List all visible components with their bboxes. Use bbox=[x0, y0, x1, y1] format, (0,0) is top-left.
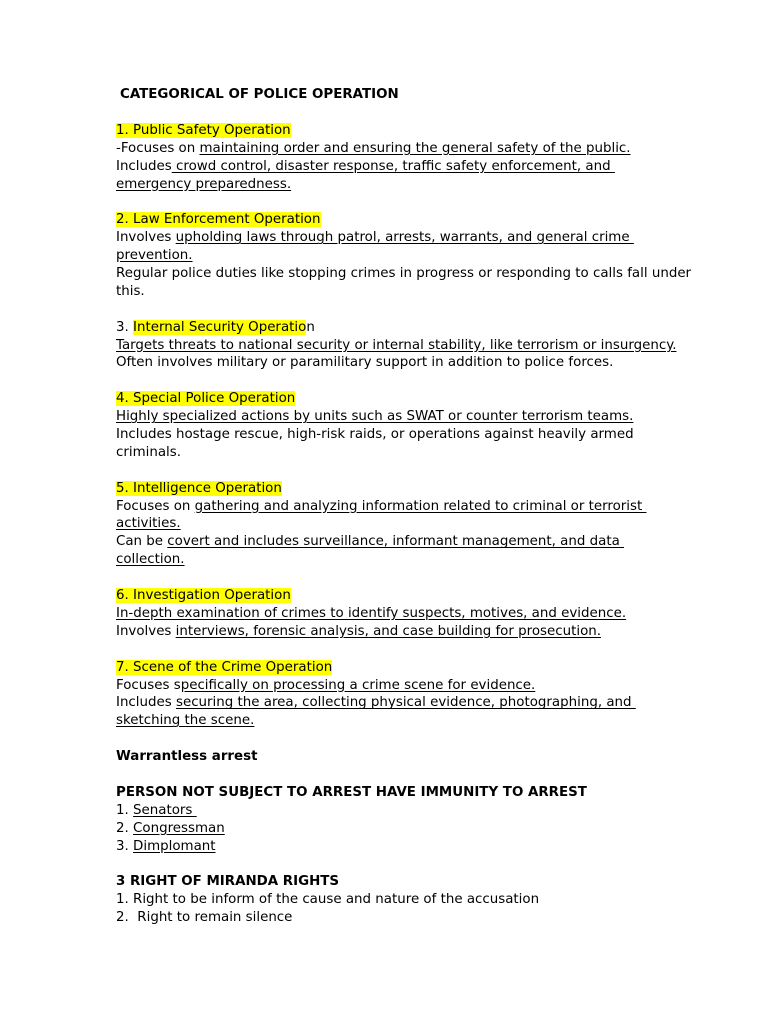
body-line: Regular police duties like stopping crimes in progress or responding to calls fall under bbox=[116, 266, 692, 282]
operation-heading: 6. Investigation Operation bbox=[116, 588, 291, 604]
body-line: criminals. bbox=[116, 444, 181, 460]
body-line: Highly specialized actions by units such as SWAT or counter terrorism teams. bbox=[116, 409, 634, 425]
operation-section bbox=[116, 122, 661, 194]
warrantless-heading: Warrantless arrest bbox=[116, 749, 258, 765]
list-item: 2. Congressman bbox=[116, 820, 225, 836]
operation-heading: 2. Law Enforcement Operation bbox=[116, 212, 321, 228]
operation-heading: 4. Special Police Operation bbox=[116, 391, 296, 407]
body-line: Includes hostage rescue, high-risk raids, or operations against heavily armed bbox=[116, 427, 634, 443]
body-line: activities. bbox=[116, 516, 181, 532]
list-item: 3. Dimplomant bbox=[116, 838, 216, 854]
body-line: Can be covert and includes surveillance, informant management, and data bbox=[116, 534, 625, 550]
body-line: collection. bbox=[116, 552, 185, 568]
body-line: Includes securing the area, collecting physical evidence, photographing, and bbox=[116, 695, 636, 711]
operation-heading: 1. Public Safety Operation bbox=[116, 122, 291, 138]
list-item: 2. Right to remain silence bbox=[116, 910, 293, 926]
body-line: -Focuses on maintaining order and ensuring the general safety of the public. bbox=[116, 140, 631, 156]
operation-section bbox=[116, 659, 661, 731]
miranda-heading: 3 RIGHT OF MIRANDA RIGHTS bbox=[116, 874, 340, 890]
document-page bbox=[116, 86, 692, 927]
body-line: prevention. bbox=[116, 248, 193, 264]
immunity-section bbox=[116, 784, 661, 856]
document-title: CATEGORICAL OF POLICE OPERATION bbox=[120, 87, 399, 102]
body-line: Focuses on gathering and analyzing information related to criminal or terrorist bbox=[116, 498, 647, 514]
operation-section bbox=[116, 480, 661, 569]
body-line: emergency preparedness. bbox=[116, 176, 292, 192]
body-line: this. bbox=[116, 283, 145, 299]
operation-section bbox=[116, 211, 692, 300]
list-item: 1. Senators bbox=[116, 802, 197, 818]
list-item: 1. Right to be inform of the cause and nature of the accusation bbox=[116, 892, 540, 908]
operation-heading: 5. Intelligence Operation bbox=[116, 480, 282, 496]
body-line: Involves upholding laws through patrol, arrests, warrants, and general crime bbox=[116, 230, 634, 246]
operation-section bbox=[116, 390, 661, 462]
body-line: Targets threats to national security or internal stability, like terrorism or insurgency. bbox=[116, 337, 677, 353]
body-line: Focuses specifically on processing a crime scene for evidence. bbox=[116, 677, 536, 693]
miranda-section bbox=[116, 873, 661, 927]
body-line: Involves interviews, forensic analysis, and case building for prosecution. bbox=[116, 623, 602, 639]
operation-heading: 7. Scene of the Crime Operation bbox=[116, 659, 333, 675]
body-line: Includes crowd control, disaster response, traffic safety enforcement, and bbox=[116, 158, 615, 174]
immunity-heading: PERSON NOT SUBJECT TO ARREST HAVE IMMUNITY TO ARREST bbox=[116, 784, 587, 800]
body-line: sketching the scene. bbox=[116, 713, 255, 729]
operation-section bbox=[116, 319, 677, 373]
operation-heading: 3. Internal Security Operation bbox=[116, 319, 315, 335]
body-line: Often involves military or paramilitary support in addition to police forces. bbox=[116, 355, 614, 371]
body-line: In-depth examination of crimes to identify suspects, motives, and evidence. bbox=[116, 605, 627, 621]
operation-section bbox=[116, 587, 661, 641]
